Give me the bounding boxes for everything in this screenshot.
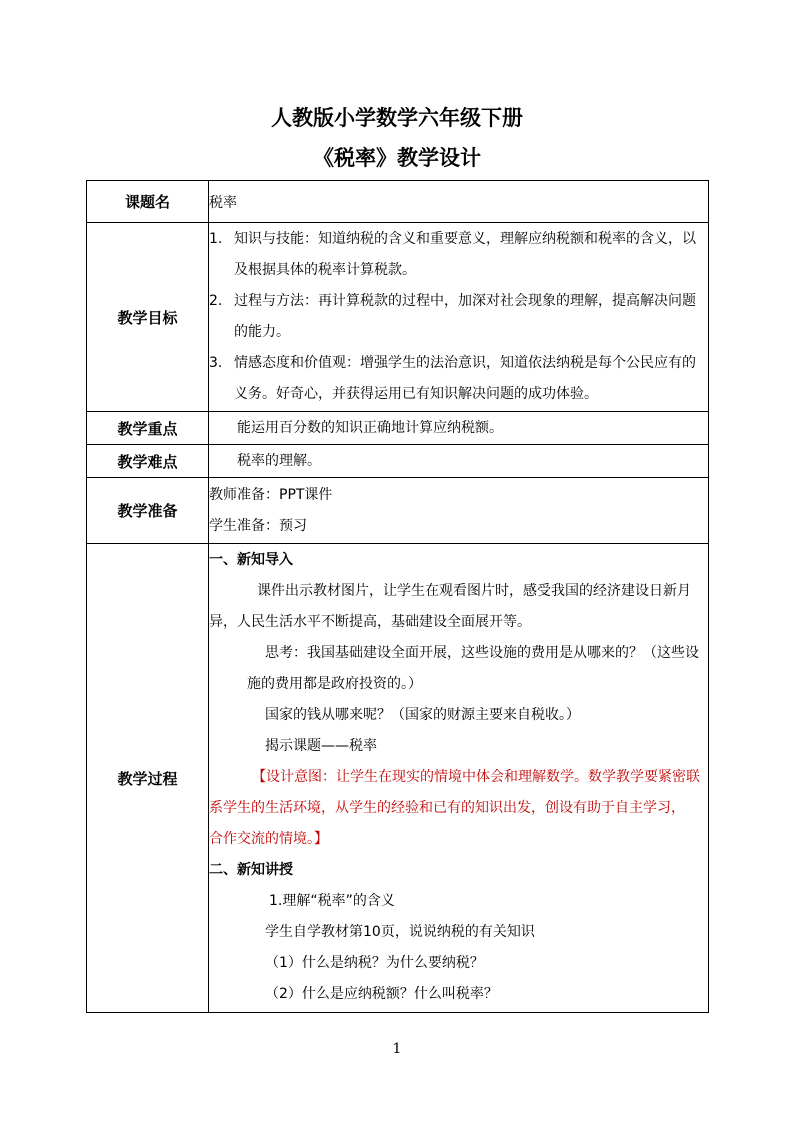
question: （2）什么是应纳税额？什么叫税率？: [265, 986, 498, 1002]
label-process: 教学过程: [87, 544, 209, 1013]
value-topic: 税率: [209, 181, 709, 223]
page-number: 1: [392, 1041, 402, 1057]
row-preparation: [87, 478, 709, 544]
paragraph: 1.理解“税率”的含义: [269, 893, 395, 909]
teacher-preparation: 教师准备：PPT课件: [209, 486, 333, 503]
paragraph: 国家的钱从哪来呢？（国家的财源主要来自税收。）: [265, 707, 580, 723]
design-intent: 系学生的生活环境，从学生的经验和已有的知识出发，创设有助于自主学习，: [209, 800, 685, 816]
design-intent: 合作交流的情境。】: [209, 831, 328, 847]
value-goals: [209, 223, 709, 412]
value-difficulty: 税率的理解。: [237, 452, 321, 469]
row-key-point: [87, 412, 709, 445]
student-preparation: 学生准备：预习: [209, 517, 307, 534]
row-goals: [87, 223, 709, 412]
label-topic: 课题名: [87, 181, 209, 223]
lesson-plan-table: [86, 180, 709, 1013]
design-intent: 【设计意图：让学生在现实的情境中体会和理解数学。数学教学要紧密联: [252, 769, 700, 785]
row-difficulty: [87, 445, 709, 478]
document-subtitle: 《税率》教学设计: [313, 145, 481, 170]
value-process: [209, 544, 709, 1013]
paragraph: 施的费用都是政府投资的。）: [247, 676, 422, 692]
row-process: [87, 544, 709, 1013]
paragraph: 揭示课题——税率: [265, 738, 377, 754]
row-topic: [87, 181, 709, 223]
document-title: 人教版小学数学六年级下册: [271, 105, 523, 130]
goal-item: 2. 过程与方法：再计算税款的过程中，加深对社会现象的理解，提高解决问题 的能力。: [209, 293, 696, 340]
question: （1）什么是纳税？为什么要纳税？: [265, 955, 484, 971]
paragraph: 思考：我国基础建设全面开展，这些设施的费用是从哪来的？（这些设: [265, 645, 699, 661]
goal-item: 3. 情感态度和价值观：增强学生的法治意识，知道依法纳税是每个公民应有的 义务。好奇心，并获得运用已有知识解决问题的成功体验。: [209, 355, 696, 402]
label-difficulty: 教学难点: [87, 445, 209, 478]
label-key-point: 教学重点: [87, 412, 209, 445]
paragraph: 课件出示教材图片，让学生在观看图片时，感受我国的经济建设日新月: [257, 583, 691, 599]
goal-item: 1. 知识与技能：知道纳税的含义和重要意义，理解应纳税额和税率的含义，以 及根据具体的税率计算税款。: [209, 231, 696, 278]
label-preparation: 教学准备: [87, 478, 209, 544]
section-heading: 一、新知导入: [209, 552, 293, 568]
paragraph: 异，人民生活水平不断提高，基础建设全面展开等。: [209, 614, 531, 630]
value-key-point: 能运用百分数的知识正确地计算应纳税额。: [237, 419, 503, 436]
section-heading: 二、新知讲授: [209, 862, 293, 878]
paragraph: 学生自学教材第10页，说说纳税的有关知识: [265, 924, 535, 940]
label-goals: 教学目标: [87, 223, 209, 412]
